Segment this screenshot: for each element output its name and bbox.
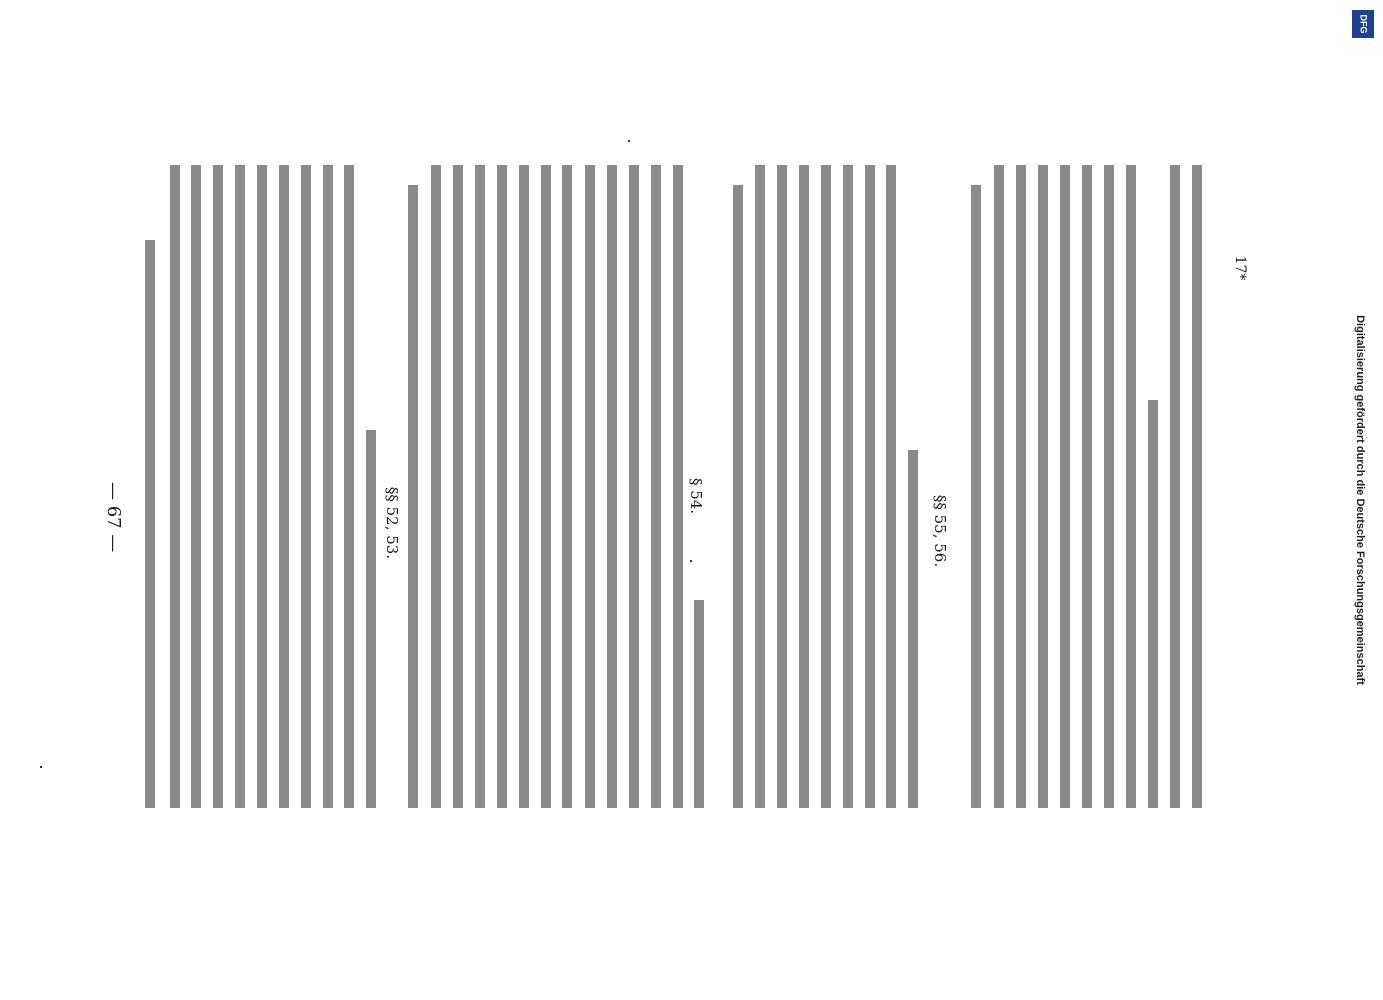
text-line	[541, 165, 551, 808]
digitization-credit: Digitalisierung gefördert durch die Deutsche Forschungsgemeinschaft	[1354, 315, 1366, 685]
page-number: — 67 —	[103, 482, 124, 553]
text-line	[908, 450, 918, 808]
text-line	[408, 185, 418, 808]
text-line	[629, 165, 639, 808]
text-line	[843, 165, 853, 808]
scan-speck	[628, 140, 630, 142]
signature-mark: 17*	[1232, 255, 1248, 281]
text-line	[971, 185, 981, 808]
text-line	[733, 185, 743, 808]
text-line	[279, 165, 289, 808]
text-line	[519, 165, 529, 808]
text-line	[821, 165, 831, 808]
text-line	[886, 165, 896, 808]
section-heading-55-56: §§ 55, 56.	[931, 494, 949, 568]
text-line	[453, 165, 463, 808]
text-line	[1148, 400, 1158, 808]
text-line	[235, 165, 245, 808]
text-line	[431, 165, 441, 808]
text-line	[1060, 165, 1070, 808]
text-line	[694, 600, 704, 808]
text-line	[1016, 165, 1026, 808]
text-line	[865, 165, 875, 808]
text-line	[344, 165, 354, 808]
text-line	[799, 165, 809, 808]
text-line	[301, 165, 311, 808]
text-line	[585, 165, 595, 808]
section-heading-52-53: §§ 52, 53.	[383, 486, 401, 560]
text-line	[673, 165, 683, 808]
text-line	[994, 165, 1004, 808]
text-line	[1170, 165, 1180, 808]
text-line	[170, 165, 180, 808]
text-line	[562, 165, 572, 808]
scan-speck	[690, 560, 692, 562]
text-line	[366, 430, 376, 808]
text-line	[651, 165, 661, 808]
text-line	[497, 165, 507, 808]
text-line	[145, 240, 155, 808]
section-heading-54: § 54.	[687, 477, 705, 515]
text-line	[777, 165, 787, 808]
text-line	[323, 165, 333, 808]
text-line	[1192, 165, 1202, 808]
text-line	[755, 165, 765, 808]
text-line	[257, 165, 267, 808]
text-line	[213, 165, 223, 808]
text-line	[1126, 165, 1136, 808]
dfg-logo: DFG	[1352, 10, 1374, 38]
text-line	[1082, 165, 1092, 808]
text-line	[191, 165, 201, 808]
scan-speck	[40, 766, 42, 768]
text-line	[1104, 165, 1114, 808]
text-line	[475, 165, 485, 808]
text-line	[607, 165, 617, 808]
text-line	[1038, 165, 1048, 808]
